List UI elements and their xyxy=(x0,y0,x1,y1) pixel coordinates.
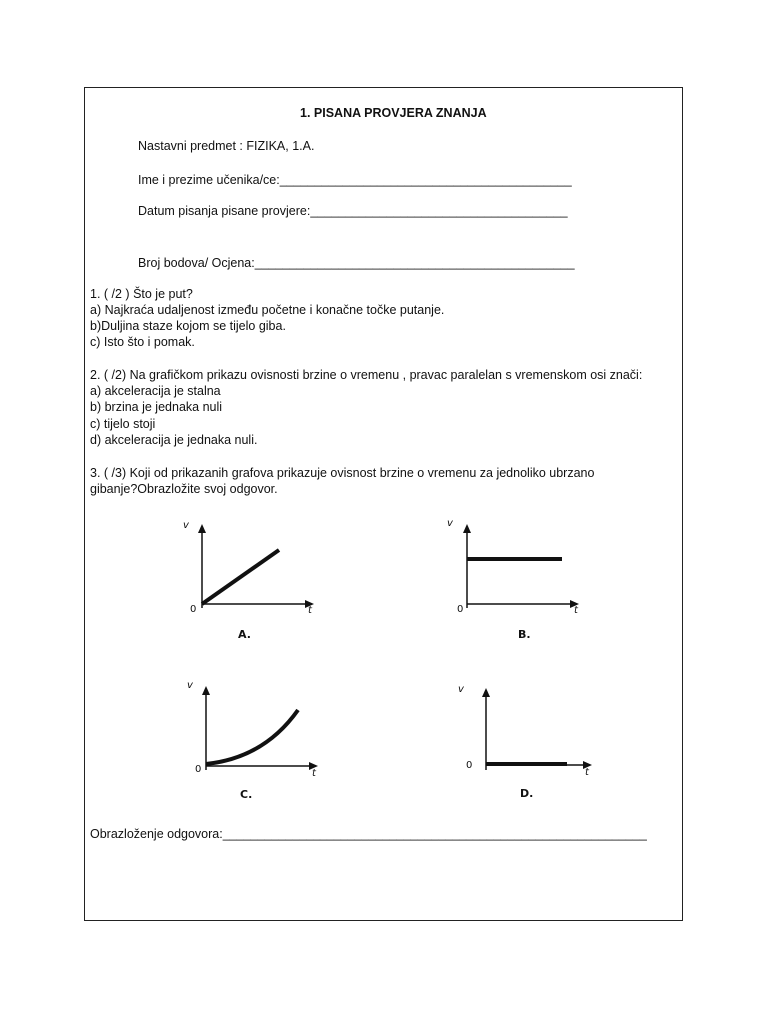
graph-a-x-axis-label: t xyxy=(308,605,312,616)
graph-d-origin-label: 0 xyxy=(466,760,473,771)
graph-c-x-axis-label: t xyxy=(312,768,316,779)
graph-c-label: C. xyxy=(240,788,253,801)
graph-b-x-axis-label: t xyxy=(574,605,578,616)
graph-a-origin-label: 0 xyxy=(190,604,197,615)
grade-field[interactable]: Broj bodova/ Ocjena:______________________________________________ xyxy=(138,256,575,270)
graph-b-y-axis-label: v xyxy=(447,518,453,529)
graph-b-origin-label: 0 xyxy=(457,604,464,615)
graph-a-plot xyxy=(190,520,320,615)
q2-question: 2. ( /2) Na grafičkom prikazu ovisnosti brzine o vremenu , pravac paralelan s vremenskom osi znači: xyxy=(90,368,643,382)
q1-option-c: c) Isto što i pomak. xyxy=(90,335,195,349)
q2-option-a: a) akceleracija je stalna xyxy=(90,384,221,398)
answer-field[interactable]: Obrazloženje odgovora:_____________________________________________________________ xyxy=(90,827,647,841)
q2-option-d: d) akceleracija je jednaka nuli. xyxy=(90,433,258,447)
subject-line: Nastavni predmet : FIZIKA, 1.A. xyxy=(138,139,315,153)
q3-question-line2: gibanje?Obrazložite svoj odgovor. xyxy=(90,482,278,496)
graph-b-label: B. xyxy=(518,628,531,641)
q1-option-a: a) Najkraća udaljenost između početne i konačne točke putanje. xyxy=(90,303,445,317)
graph-d-x-axis-label: t xyxy=(585,767,589,778)
graph-c-origin-label: 0 xyxy=(195,764,202,775)
graph-d-y-axis-label: v xyxy=(458,684,464,695)
graph-b-plot xyxy=(455,520,585,615)
graph-a-y-axis-label: v xyxy=(183,520,189,531)
q2-option-c: c) tijelo stoji xyxy=(90,417,156,431)
q3-question-line1: 3. ( /3) Koji od prikazanih grafova prikazuje ovisnost brzine o vremenu za jednoliko ubrzano xyxy=(90,466,595,480)
graph-c-y-axis-label: v xyxy=(187,680,193,691)
q2-option-b: b) brzina je jednaka nuli xyxy=(90,400,223,414)
graph-d-label: D. xyxy=(520,787,534,800)
graph-a-label: A. xyxy=(238,628,251,641)
q1-option-b: b)Duljina staze kojom se tijelo giba. xyxy=(90,319,286,333)
q1-question: 1. ( /2 ) Što je put? xyxy=(90,287,193,301)
student-name-field[interactable]: Ime i prezime učenika/ce:__________________________________________ xyxy=(138,173,572,187)
page-title: 1. PISANA PROVJERA ZNANJA xyxy=(300,106,487,120)
graph-c-plot xyxy=(194,684,324,779)
date-field[interactable]: Datum pisanja pisane provjere:_____________________________________ xyxy=(138,204,568,218)
